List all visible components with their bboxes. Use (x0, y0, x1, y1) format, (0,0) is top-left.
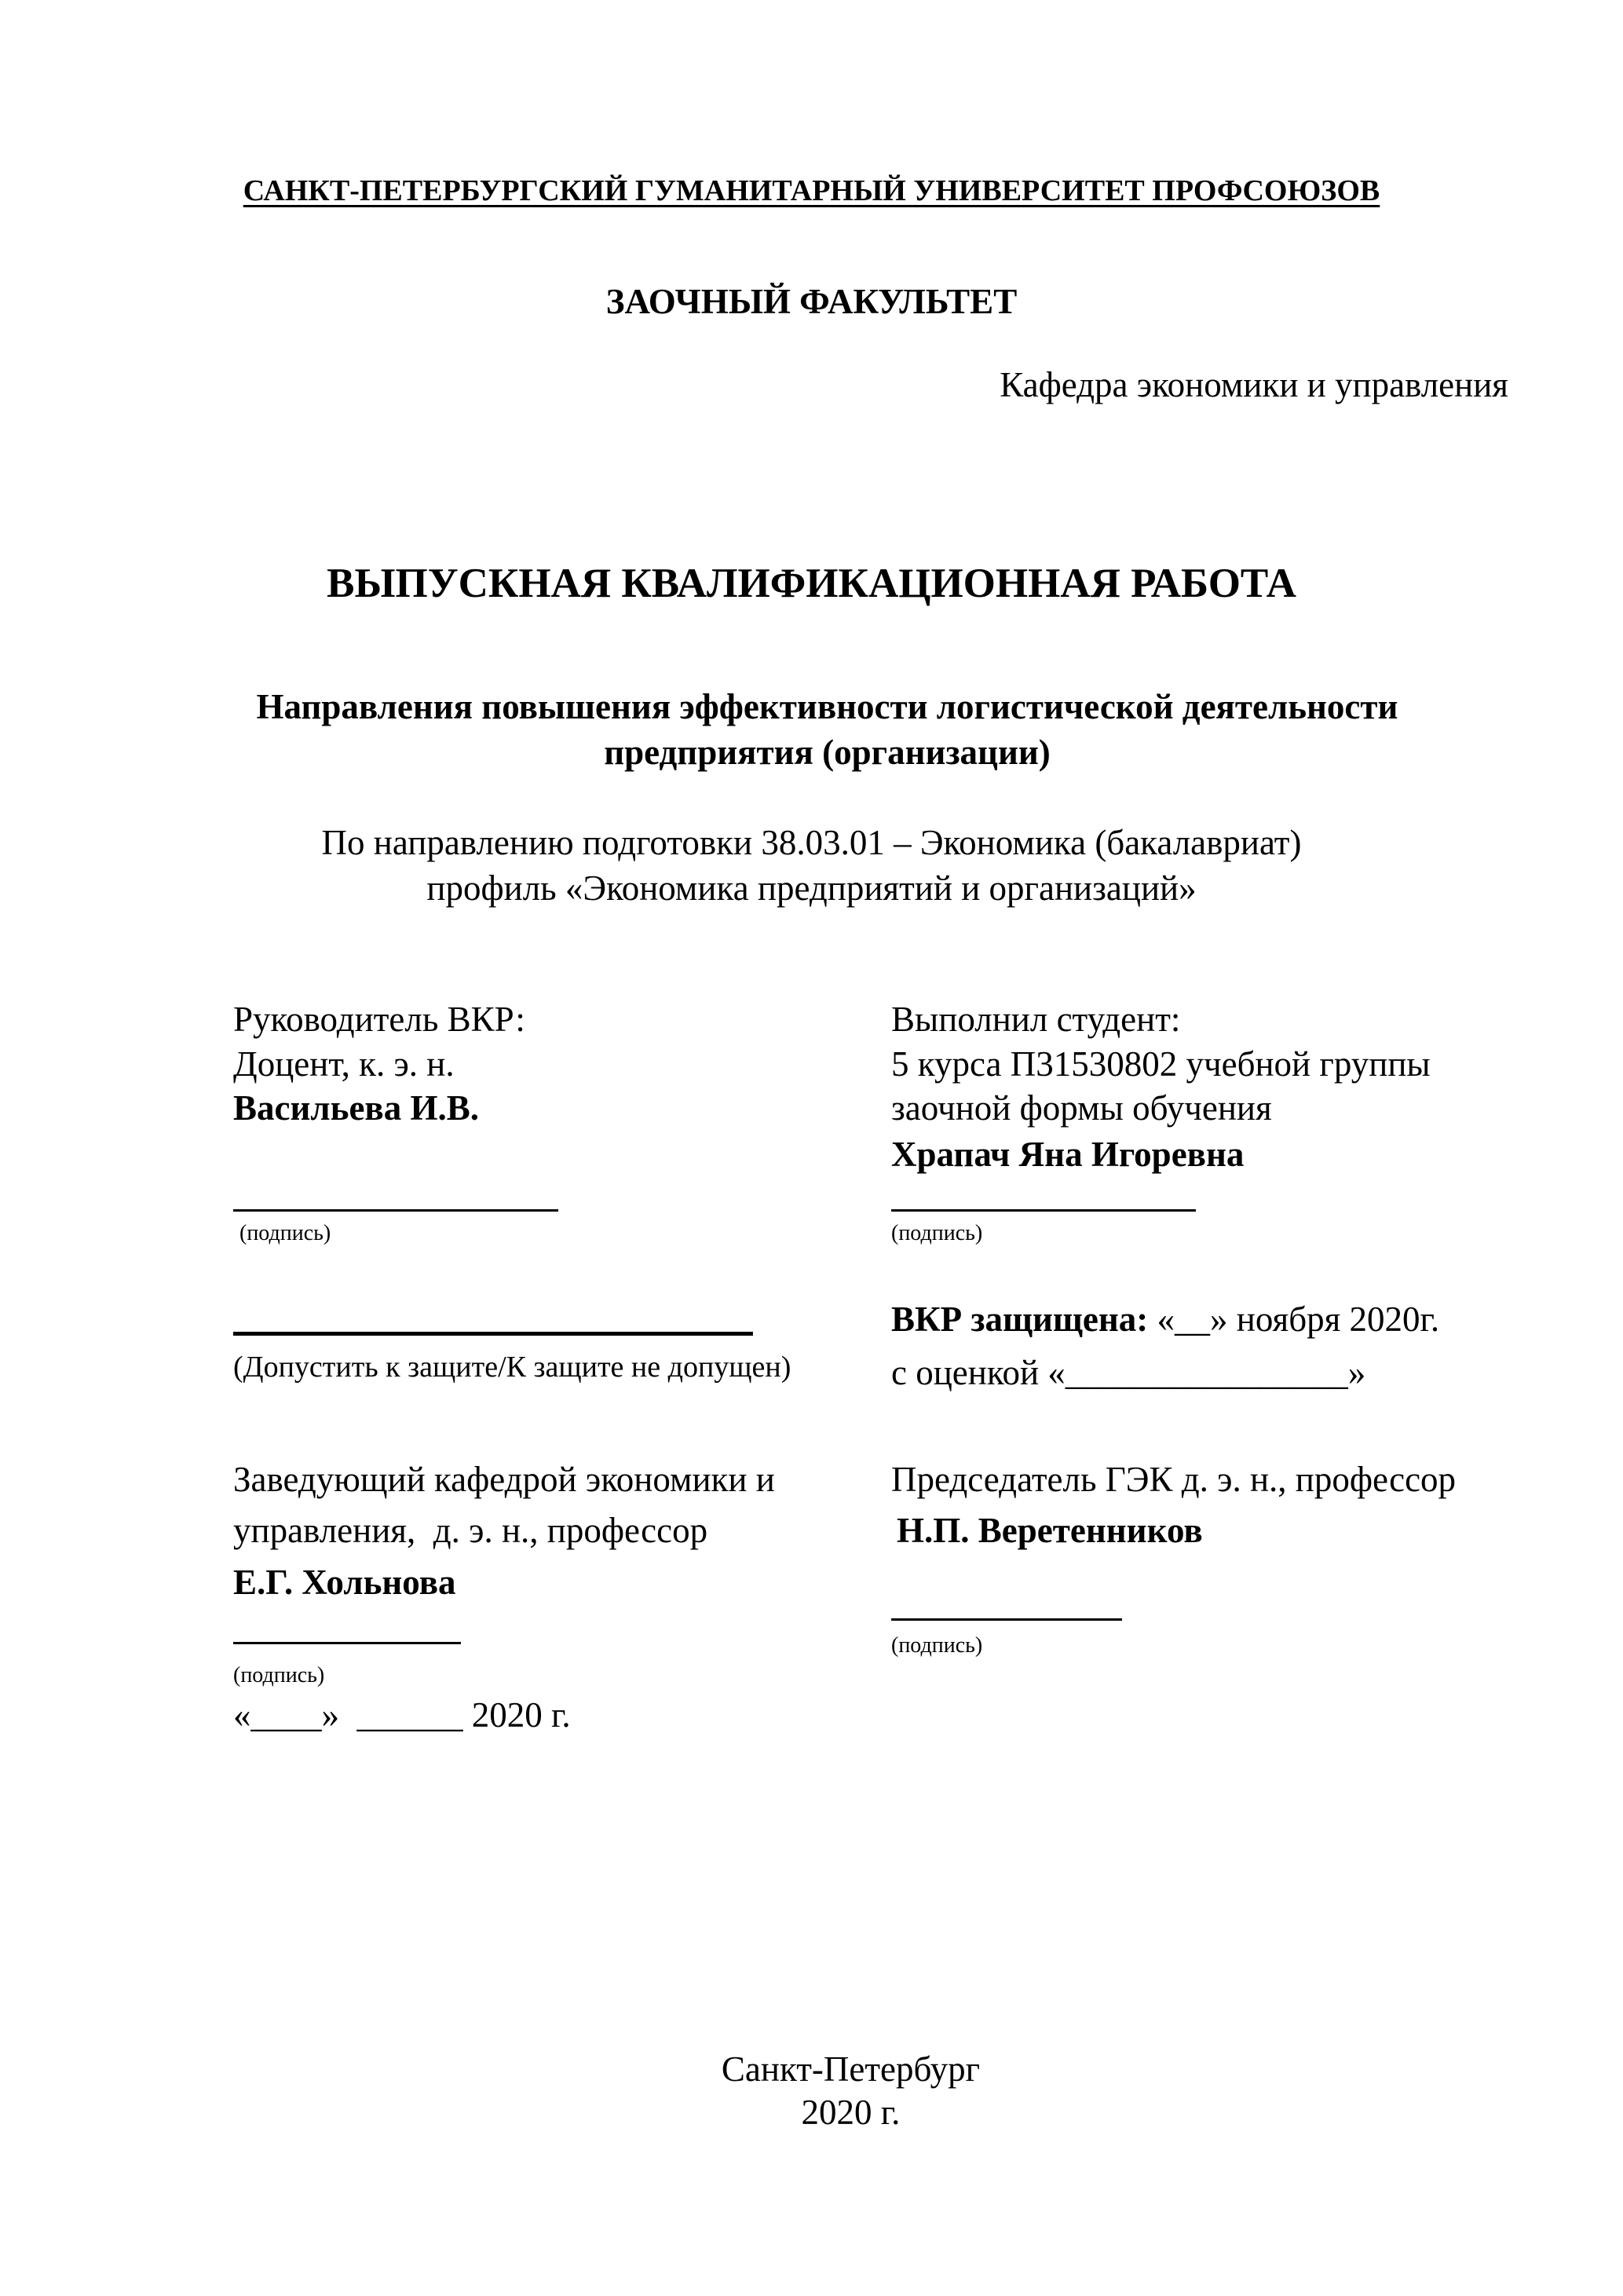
date-day-blank: ____ (250, 1695, 322, 1735)
date-prefix: « (233, 1695, 251, 1735)
head-date (233, 1695, 571, 1735)
direction-line-1: По направлению подготовки 38.03.01 – Экономика (бакалавриат) (321, 823, 1302, 862)
chair-signature-caption: (подпись) (891, 1633, 983, 1658)
head-name: Е.Г. Хольнова (233, 1563, 456, 1602)
head-line-1: Заведующий кафедрой экономики и (233, 1460, 775, 1499)
head-line-2: управления, д. э. н., профессор (233, 1511, 708, 1550)
student-name: Храпач Яна Игоревна (891, 1135, 1245, 1174)
chair-line-1: Председатель ГЭК д. э. н., профессор (891, 1460, 1457, 1499)
chair-name: Н.П. Веретенников (897, 1511, 1203, 1550)
supervisor-label: Руководитель ВКР: (233, 1000, 525, 1039)
defense-date-value: «__» ноября 2020г. (1148, 1300, 1440, 1339)
work-type-title: ВЫПУСКНАЯ КВАЛИФИКАЦИОННАЯ РАБОТА (327, 561, 1296, 606)
date-mid: » (321, 1695, 357, 1735)
supervisor-name: Васильева И.В. (233, 1088, 480, 1128)
defense-date (891, 1302, 1439, 1337)
topic-line-1: Направления повышения эффективности логистической деятельности (256, 687, 1398, 726)
grade-prefix: с оценкой « (891, 1353, 1066, 1392)
university-name: САНКТ-ПЕТЕРБУРГСКИЙ ГУМАНИТАРНЫЙ УНИВЕРСИТЕТ ПРОФСОЮЗОВ (243, 174, 1380, 207)
head-signature-caption: (подпись) (233, 1663, 325, 1687)
direction-line-2: профиль «Экономика предприятий и организаций» (426, 868, 1197, 908)
student-signature-caption: (подпись) (891, 1221, 983, 1245)
date-year: 2020 г. (462, 1695, 571, 1735)
footer-city: Санкт-Петербург (721, 2049, 981, 2089)
student-study-form: заочной формы обучения (891, 1088, 1272, 1128)
department-name: Кафедра экономики и управления (1000, 365, 1508, 404)
grade-suffix: » (1347, 1353, 1366, 1392)
admission-caption: (Допустить к защите/К защите не допущен) (233, 1351, 791, 1384)
chair-signature-line (891, 1618, 1122, 1621)
grade-blank: ________________ (1065, 1353, 1348, 1392)
student-group: 5 курса П31530802 учебной группы (891, 1044, 1431, 1084)
supervisor-signature-line (233, 1209, 558, 1212)
defense-grade (891, 1355, 1365, 1391)
faculty-name: ЗАОЧНЫЙ ФАКУЛЬТЕТ (605, 282, 1018, 321)
defense-label: ВКР защищена: (891, 1300, 1149, 1339)
topic-line-2: предприятия (организации) (604, 733, 1051, 772)
student-signature-line (891, 1209, 1196, 1212)
date-month-blank: ______ (356, 1695, 463, 1735)
supervisor-position: Доцент, к. э. н. (233, 1044, 455, 1084)
admission-decision-line (233, 1332, 753, 1336)
supervisor-signature-caption: (подпись) (239, 1221, 331, 1245)
student-label: Выполнил студент: (891, 1000, 1181, 1039)
footer-year: 2020 г. (801, 2093, 901, 2132)
head-signature-line (233, 1642, 461, 1644)
